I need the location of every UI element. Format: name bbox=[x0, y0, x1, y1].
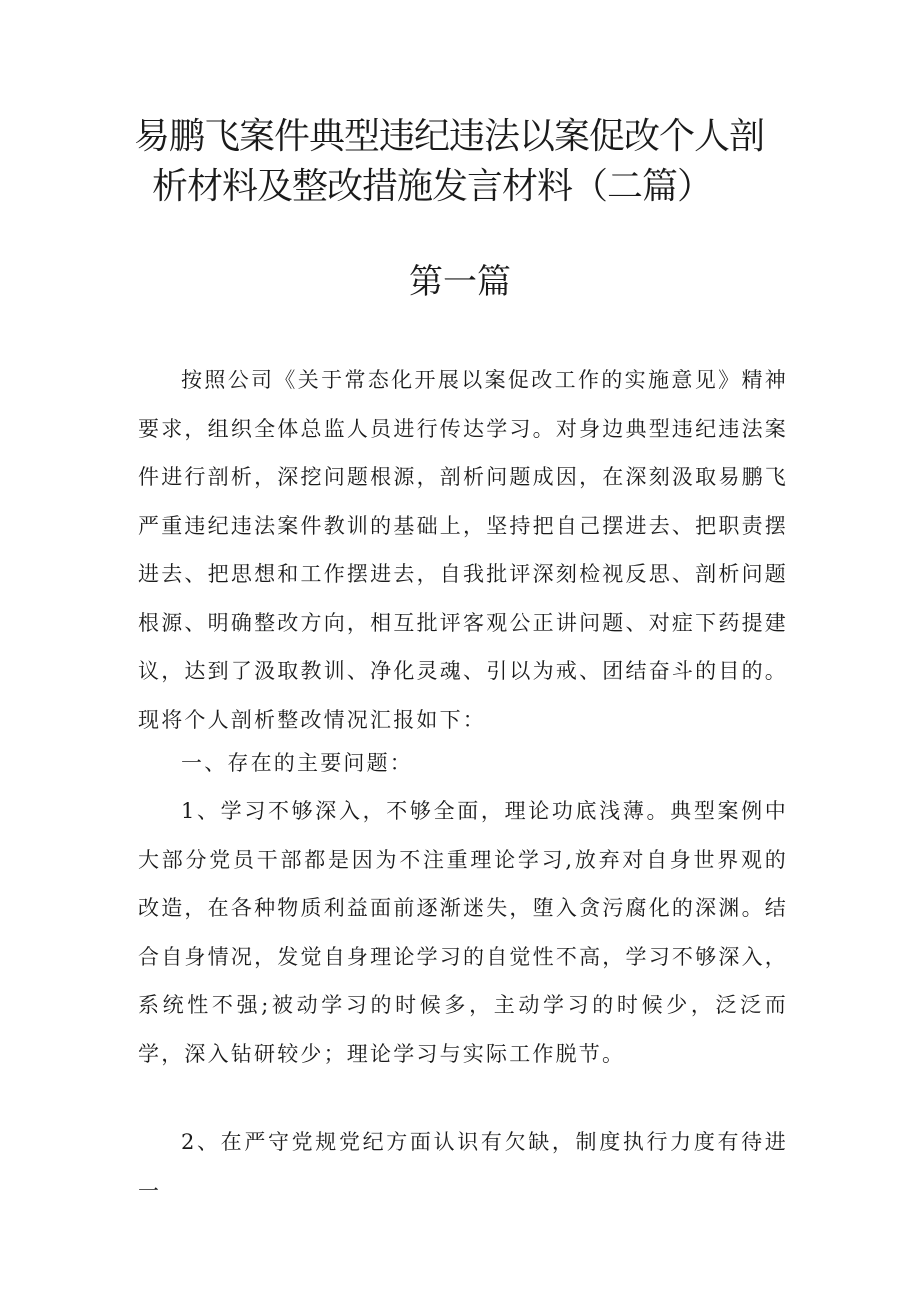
document-title-line-1: 易鹏飞案件典型违纪违法以案促改个人剖 bbox=[134, 116, 765, 157]
problem-paragraph-1: 1、学习不够深入，不够全面，理论功底浅薄。典型案例中大部分党员干部都是因为不注重理论学习,放弃对自身世界观的改造，在各种物质利益面前逐渐迷失，堕入贪污腐化的深渊。结合自身情况，发觉自身理论学习的自觉性不高，学习不够深入，系统性不强;被动学习的时候多，主动学习的时候少，泛泛而学，深入钻研较少；理论学习与实际工作脱节。 bbox=[138, 799, 788, 1066]
document-title-line-2: 析材料及整改措施发言材料（二篇） bbox=[152, 166, 713, 207]
intro-paragraph: 按照公司《关于常态化开展以案促改工作的实施意见》精神要求，组织全体总监人员进行传达学习。对身边典型违纪违法案件进行剖析，深挖问题根源，剖析问题成因，在深刻汲取易鹏飞严重违纪违法案件教训的基础上，坚持把自己摆进去、把职责摆进去、把思想和工作摆进去，自我批评深刻检视反思、剖析问题根源、明确整改方向，相互批评客观公正讲问题、对症下药提建议，达到了汲取教训、净化灵魂、引以为戒、团结奋斗的目的。现将个人剖析整改情况汇报如下： bbox=[138, 368, 788, 732]
problem-paragraph-2: 2、在严守党规党纪方面认识有欠缺，制度执行力度有待进一 bbox=[138, 1130, 788, 1203]
document-title bbox=[110, 112, 810, 212]
problems-heading: 一、存在的主要问题： bbox=[181, 751, 413, 775]
section-heading: 第一篇 bbox=[409, 262, 511, 302]
